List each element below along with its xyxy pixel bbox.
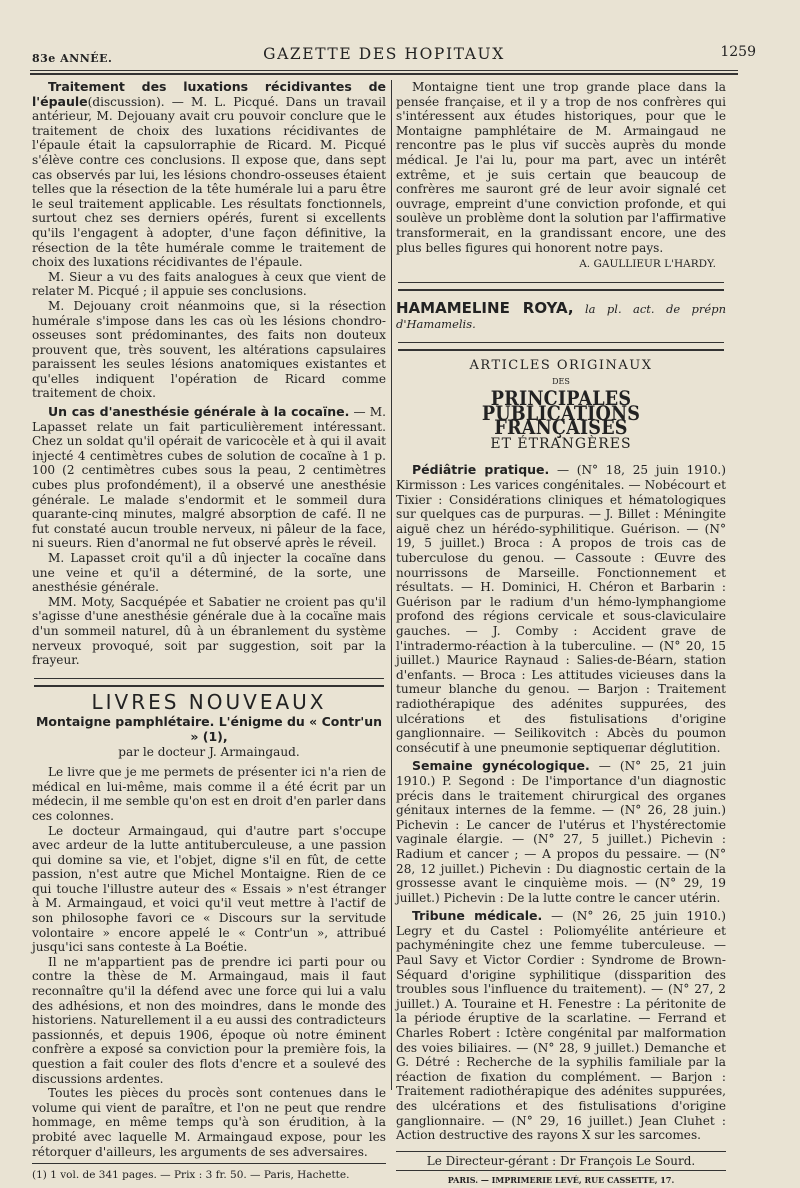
book-author: par le docteur J. Armaingaud.: [118, 744, 300, 759]
book-paragraph-4: Toutes les pièces du procès sont contenues dans le volume qui vient de paraître, et l'on ne peut que rendre hommage, en même temps qu'à son érudition, à la probité avec laquelle M. Armaingaud expose, pour les rétorquer d'ailleurs, les arguments de ses adversaires.: [32, 1086, 386, 1159]
section-title-luxations: Traitement des luxations récidivantes de l'épaule: [32, 79, 386, 109]
principales-publications: PRINCIPALES PUBLICATIONS FRANÇAISES: [481, 386, 641, 440]
director-line: Le Directeur-gérant : Dr François Le Sourd.: [396, 1151, 726, 1172]
page-header: [30, 40, 756, 66]
paragraph-pediatrie: Pédiâtrie pratique. — (N° 18, 25 juin 1910.) Kirmisson : Les varices congénitales. — Nobécourt et Tixier : Considérations cliniques et hématologiques sur quelques cas de purpuras. — J. Billet : Méningite aiguë chez un hérédo-syphilitique. Guérison. — (N° 19, 5 juillet.) Broca : A propos de trois cas de tuberculose du genou. — Cassoute : Œuvre des nourrissons de Marseille. Fonctionnement et résultats. — H. Dominici, H. Chéron et Barbarin : Guérison par le radium d'un hémo-lymphangiome profond des régions cervicale et sous-claviculaire gauches. — J. Comby : Accident grave de l'intradermo-réaction à la tuberculine. — (N° 20, 15 juillet.) Maurice Raynaud : Salies-de-Béarn, station d'enfants. — Broca : Les attitudes vicieuses dans la tumeur blanche du genou. — Barjon : Traitement radiothérapique des adénites suppurées, des ulcérations et des fistulisations d'origine ganglionnaire. — Seilikovitch : Abcès du poumon consécutif à une pneumonie septiqueпar déglutition.: [396, 462, 726, 755]
section-title-pediatrie: Pédiâtrie pratique.: [412, 462, 550, 478]
separator-advert-bottom: [398, 342, 724, 351]
section-title-semaine: Semaine gynécologique.: [412, 758, 590, 774]
gazette-title: GAZETTE DES HOPITAUX: [263, 45, 505, 63]
book-paragraph-2: Le docteur Armaingaud, qui d'autre part s'occupe avec ardeur de la lutte antituberculeuse, a une passion qui domine sa vie, et l'objet, digne s'il en fût, de cette passion, n'est autre que Michel Montaigne. Rien de ce qui touche l'illustre auteur des « Essais » n'est étranger à M. Armaingaud, et voici qu'il veut mettre à l'actif de son philosophe favori ce « Discours sur la servitude volontaire » encore appelé le « Contr'un », attribué jusqu'ici sans conteste à La Boétie.: [32, 823, 386, 955]
hamameline-advert: HAMAMELINE ROYA, la pl. act. de prépn d'Hamamelis.: [396, 298, 726, 332]
year-label: 83e ANNÉE.: [32, 52, 113, 65]
section-separator: [34, 678, 384, 687]
left-column: [32, 80, 386, 1183]
paragraph-cocaine: Un cas d'anesthésie générale à la cocaïne. — M. Lapasset relate un fait particulièrement intéressant. Chez un soldat qu'il opérait de varicocèle et à qui il avait injecté 4 centimètres cubes de solution de cocaïne à 1 p. 100 (2 centimètres cubes sous la peau, 2 centimètres cubes plus profondément), il a observé une anesthésie générale. Le malade s'endormit et le sommeil dura quarante-cinq minutes, malgré absorption de café. Il ne fut constaté aucun trouble nerveux, ni pâleur de la face, ni sueurs. Rien d'anormal ne fut observé après le réveil.: [32, 404, 386, 551]
paragraph-tribune: Tribune médicale. — (N° 26, 25 juin 1910.) Legry et du Castel : Poliomyélite antérieure et pachyméningite chez une femme tuberculeuse. — Paul Savy et Victor Cordier : Syndrome de Brown-Séquard d'origine syphilitique (dissparition des troubles sous l'influence du traitement). — (N° 27, 2 juillet.) A. Touraine et H. Fenestre : La péritonite de la période éruptive de la scarlatine. — Ferrand et Charles Robert : Ictère congénital par malformation des voies biliaires. — (N° 28, 9 juillet.) Demanche et G. Détré : Recherche de la syphilis familiale par la réaction de fixation du complément. — Barjon : Traitement radiothérapique des adénites suppurées, des ulcérations et des fistulisations d'origine ganglionnaire. — (N° 29, 16 juillet.) Jean Cluhet : Action destructive des rayons X sur les sarcomes.: [396, 908, 726, 1143]
paragraph-lapasset: M. Lapasset croit qu'il a dû injecter la cocaïne dans une veine et qu'il a déterminé, de la sorte, une anesthésie générale.: [32, 551, 386, 595]
book-paragraph-1: Le livre que je me permets de présenter ici n'a rien de médical en lui-même, mais comme il a été écrit par un médecin, il me semble qu'on est en droit d'en parler dans ces colonnes.: [32, 765, 386, 823]
signature: A. GAULLIEUR L'HARDY.: [579, 258, 716, 271]
printer-line: PARIS. — IMPRIMERIE LEVÉ, RUE CASSETTE, 17.: [447, 1175, 675, 1186]
articles-heading: ARTICLES ORIGINAUX: [469, 357, 653, 373]
column-divider: [391, 80, 392, 1090]
paragraph-montaigne: Montaigne tient une trop grande place dans la pensée française, et il y a trop de nos confrères qui s'intéressent aux études historiques, pour que le Montaigne pamphlétaire de M. Armaingaud ne rencontre pas le plus vif succès auprès du monde médical. Je l'ai lu, pour ma part, avec un intérêt extrême, et je suis certain que beaucoup de confrères me sauront gré de leur avoir signalé cet ouvrage, empreint d'une conviction profonde, et qui soulève un problème dont la solution par l'affirmative transformerait, en la grandissant encore, une des plus belles figures qui honorent notre pays.: [396, 80, 726, 255]
paragraph-sieur: M. Sieur a vu des faits analogues à ceux que vient de relater M. Picqué ; il appuie ses conclusions.: [32, 269, 386, 299]
book-title: Montaigne pamphlétaire. L'énigme du « Contr'un » (1), par le docteur J. Armaingaud.: [35, 714, 383, 759]
livres-nouveaux-title: LIVRES NOUVEAUX: [91, 689, 327, 714]
footnote: (1) 1 vol. de 341 pages. — Prix : 3 fr. 50. — Paris, Hachette.: [32, 1163, 386, 1183]
right-column: [396, 80, 726, 1188]
paragraph-dejouany: M. Dejouany croit néanmoins que, si la résection humérale s'impose dans les cas où les lésions chondro-osseuses sont prédominantes, des faits non douteux prouvent que, très souvent, les altérations capsulaires paraissent les seules lésions anatomiques existantes et qu'elles indiquent l'opération de Ricard comme traitement de choix.: [32, 298, 386, 401]
section-title-tribune: Tribune médicale.: [412, 908, 543, 924]
section-title-cocaine: Un cas d'anesthésie générale à la cocaïne.: [48, 404, 350, 420]
page-number: 1259: [720, 44, 756, 60]
et-etrangeres: ET ÉTRANGÈRES: [490, 435, 632, 452]
paragraph-moty: MM. Moty, Sacquépée et Sabatier ne croient pas qu'il s'agisse d'une anesthésie générale due à la cocaïne mais d'un sommeil naturel, dû à un ébranlement du système nerveux provoqué, soit par suggestion, soit par la frayeur.: [32, 594, 386, 668]
book-paragraph-3: Il ne m'appartient pas de prendre ici parti pour ou contre la thèse de M. Armaingaud, mais il faut reconnaître qu'il la défend avec une force qui lui a valu des adhésions, et non des moindres, dans le monde des historiens. Naturellement il a eu aussi des contradicteurs passionnés, et depuis 1906, époque où notre éminent confrère a exposé sa conviction pour la première fois, la question a fait couler des flots d'encre et a soulevé des discussions ardentes.: [32, 954, 386, 1086]
header-rule-thin: [30, 70, 738, 71]
header-rule-thick: [30, 73, 738, 75]
paragraph-semaine: Semaine gynécologique. — (N° 25, 21 juin 1910.) P. Segond : De l'importance d'un diagnostic précis dans le traitement chirurgical des organes génitaux internes de la femme. — (N° 26, 28 juin.) Pichevin : Le cancer de l'utérus et l'hystérectomie vaginale élargie. — (N° 27, 5 juillet.) Pichevin : Radium et cancer ; — A propos du pessaire. — (N° 28, 12 juillet.) Pichevin : Du diagnostic certain de la grossesse avant le cinquième mois. — (N° 29, 19 juillet.) Pichevin : De la lutte contre le cancer utérin.: [396, 758, 727, 905]
paragraph-luxations: Traitement des luxations récidivantes de l'épaule(discussion). — M. L. Picqué. Dans un travail antérieur, M. Dejouany avait cru pouvoir conclure que le traitement de choix des luxations récidivantes de l'épaule était la capsulorraphie de Ricard. M. Picqué s'élève contre ces conclusions. Il expose que, dans sept cas observés par lui, les lésions chondro-osseuses étaient telles que la résection de la tête humérale lui a paru être le seul traitement applicable. Les résultats fonctionnels, surtout chez ses derniers opérés, furent si excellents qu'ils l'engagent à adopter, d'une façon définitive, la résection de la tête humérale comme le traitement de choix des luxations récidivantes de l'épaule.: [32, 79, 386, 270]
articles-des: DES: [552, 376, 570, 386]
separator-advert-top: [398, 282, 724, 291]
